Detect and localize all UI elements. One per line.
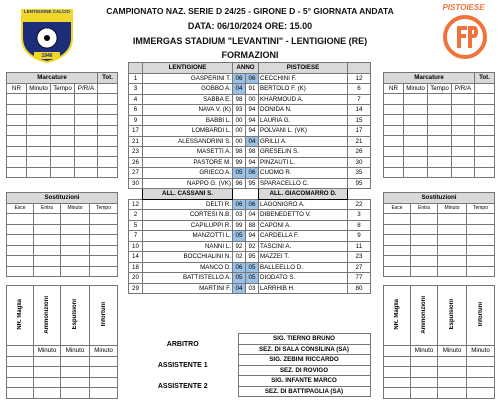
player-row bbox=[129, 84, 371, 95]
away-player-name: CAPONI A. bbox=[259, 220, 348, 231]
blank-row[interactable] bbox=[384, 146, 495, 157]
official-role: ASSISTENTE 2 bbox=[157, 382, 208, 390]
away-birth-year: 05 bbox=[246, 262, 259, 273]
away-birth-year: 91 bbox=[246, 84, 259, 95]
away-player-name: POLVANI L. (VK) bbox=[259, 126, 348, 137]
official-section: SEZ. DI BATTIPAGLIA (SA) bbox=[238, 386, 370, 397]
blank-row[interactable] bbox=[384, 214, 495, 225]
away-player-name: GRILLI A. bbox=[259, 136, 348, 147]
home-player-name: GRIECO A. bbox=[143, 168, 233, 179]
away-player-name: PINZAUTI L. bbox=[259, 157, 348, 168]
home-player-name: GASPERINI T. bbox=[143, 73, 233, 84]
home-player-name: MANCO D. bbox=[143, 262, 233, 273]
away-scoring-cols: NR Minuto Tempo P/R/A bbox=[384, 83, 495, 94]
away-birth-year: 94 bbox=[246, 157, 259, 168]
away-shirt-number: 27 bbox=[348, 262, 371, 273]
official-section: SEZ. DI ROVIGO bbox=[238, 365, 370, 376]
away-player-name: KHARMOUD A. bbox=[259, 94, 348, 105]
home-player-name: MARTINI F. bbox=[143, 283, 233, 294]
official-role: ASSISTENTE 1 bbox=[157, 361, 208, 369]
away-subs-cols: Esce Entra Minuto Tempo bbox=[384, 203, 495, 214]
away-subs-header: Sostituzioni bbox=[384, 193, 495, 204]
away-shirt-number: 26 bbox=[348, 147, 371, 158]
blank-row[interactable] bbox=[7, 136, 118, 147]
home-shirt-number: 14 bbox=[129, 252, 143, 263]
official-name: SIG. INFANTE MARCO bbox=[238, 376, 370, 387]
away-tot-header: Tot. bbox=[475, 73, 495, 84]
blank-row[interactable] bbox=[7, 266, 118, 277]
away-birth-year: 88 bbox=[246, 220, 259, 231]
away-birth-year: 94 bbox=[246, 231, 259, 242]
away-shirt-number: 8 bbox=[348, 220, 371, 231]
away-birth-year: 95 bbox=[246, 178, 259, 189]
scoring-cols: NR Minuto Tempo P/R/A bbox=[7, 83, 118, 94]
home-birth-year: 05 bbox=[233, 273, 246, 284]
player-row bbox=[129, 126, 371, 137]
home-player-name: BABBI L. bbox=[143, 115, 233, 126]
blank-row[interactable] bbox=[7, 214, 118, 225]
away-team-name: PISTOIESE bbox=[259, 63, 348, 74]
away-player-name: TASCINI A. bbox=[259, 241, 348, 252]
home-logo-text: LENTIGIONE CALCIO bbox=[24, 9, 70, 14]
away-birth-year: 94 bbox=[246, 105, 259, 116]
blank-row[interactable] bbox=[384, 157, 495, 168]
home-coach: ALL. CASSANI S. bbox=[143, 189, 233, 200]
away-player-name: CARDELLA F. bbox=[259, 231, 348, 242]
player-row bbox=[129, 283, 371, 294]
home-shirt-number: 21 bbox=[129, 136, 143, 147]
home-shirt-number: 4 bbox=[129, 94, 143, 105]
home-birth-year: 93 bbox=[233, 105, 246, 116]
away-birth-year: 06 bbox=[246, 73, 259, 84]
player-row bbox=[129, 231, 371, 242]
player-row bbox=[129, 105, 371, 116]
official-row bbox=[128, 376, 370, 387]
home-birth-year: 92 bbox=[233, 241, 246, 252]
away-birth-year: 92 bbox=[246, 241, 259, 252]
away-shirt-number: 35 bbox=[348, 168, 371, 179]
blank-row[interactable] bbox=[384, 367, 495, 378]
home-logo-year: 1946 bbox=[41, 53, 53, 59]
home-player-name: CAPILUPPI R. bbox=[143, 220, 233, 231]
home-birth-year: 00 bbox=[233, 136, 246, 147]
home-player-name: LOMBARDI L. bbox=[143, 126, 233, 137]
away-birth-year: 06 bbox=[246, 168, 259, 179]
blank-row[interactable] bbox=[384, 125, 495, 136]
official-role: ARBITRO bbox=[166, 340, 199, 348]
official-name: SIG. ZEBINI RICCARDO bbox=[238, 355, 370, 366]
home-team-name: LENTIGIONE bbox=[143, 63, 233, 74]
away-player-name: MAZZEI T. bbox=[259, 252, 348, 263]
home-shirt-number: 2 bbox=[129, 210, 143, 221]
home-birth-year: 98 bbox=[233, 147, 246, 158]
home-player-name: NAVA V. (K) bbox=[143, 105, 233, 116]
home-player-name: BOCCHIALINI N. bbox=[143, 252, 233, 263]
away-birth-year: 00 bbox=[246, 94, 259, 105]
home-shirt-number: 23 bbox=[129, 147, 143, 158]
away-shirt-number: 9 bbox=[348, 231, 371, 242]
home-shirt-number: 3 bbox=[129, 84, 143, 95]
home-subs-header: Sostituzioni bbox=[7, 193, 118, 204]
blank-row[interactable] bbox=[7, 256, 118, 267]
away-shirt-number: 15 bbox=[348, 115, 371, 126]
blank-row[interactable] bbox=[384, 266, 495, 277]
blank-row[interactable] bbox=[7, 104, 118, 115]
stadium: IMMERGAS STADIUM "LEVANTINI" - LENTIGIONE (RE) bbox=[132, 36, 368, 46]
home-birth-year: 99 bbox=[233, 157, 246, 168]
away-shirt-number: 12 bbox=[348, 73, 371, 84]
away-player-name: DIBENEDETTO V. bbox=[259, 210, 348, 221]
home-shirt-number: 1 bbox=[129, 73, 143, 84]
home-subs-panel bbox=[6, 192, 118, 277]
blank-row[interactable] bbox=[384, 388, 495, 399]
home-shirt-number: 30 bbox=[129, 178, 143, 189]
home-shirt-number: 12 bbox=[129, 199, 143, 210]
blank-row[interactable] bbox=[7, 235, 118, 246]
official-row bbox=[128, 334, 370, 345]
away-player-name: LAURIA G. bbox=[259, 115, 348, 126]
player-row bbox=[129, 252, 371, 263]
tot-header: Tot. bbox=[98, 73, 118, 84]
blank-row[interactable] bbox=[7, 245, 118, 256]
player-row bbox=[129, 94, 371, 105]
blank-row[interactable] bbox=[7, 115, 118, 126]
home-player-name: MANZOTTI L. bbox=[143, 231, 233, 242]
match-date-time: DATA: 06/10/2024 ORE: 15.00 bbox=[187, 21, 313, 31]
blank-row[interactable] bbox=[7, 94, 118, 105]
player-row bbox=[129, 168, 371, 179]
away-player-name: LAGONIGRO A. bbox=[259, 199, 348, 210]
away-shirt-number: 95 bbox=[348, 178, 371, 189]
away-shirt-number: 30 bbox=[348, 157, 371, 168]
blank-row[interactable] bbox=[384, 224, 495, 235]
home-birth-year: 06 bbox=[233, 73, 246, 84]
away-birth-year: 04 bbox=[246, 210, 259, 221]
away-shirt-number: 17 bbox=[348, 126, 371, 137]
away-discipline-panel: NR. Maglia Ammonizioni Espulsioni Infortuni Minuto Minuto Minuto bbox=[383, 285, 495, 399]
away-shirt-number: 23 bbox=[348, 252, 371, 263]
away-shirt-number: 11 bbox=[348, 241, 371, 252]
away-birth-year: 03 bbox=[246, 283, 259, 294]
official-name: SIG. TIERNO BRUNO bbox=[238, 334, 370, 345]
player-row bbox=[129, 210, 371, 221]
player-row bbox=[129, 199, 371, 210]
away-player-name: BALLEELLO D. bbox=[259, 262, 348, 273]
away-shirt-number: 14 bbox=[348, 105, 371, 116]
blank-row[interactable] bbox=[7, 367, 118, 378]
starters bbox=[129, 73, 371, 189]
away-shirt-number: 21 bbox=[348, 136, 371, 147]
home-shirt-number: 29 bbox=[129, 283, 143, 294]
away-shirt-number: 6 bbox=[348, 84, 371, 95]
official-section: SEZ. DI SALA CONSILINA (SA) bbox=[238, 344, 370, 355]
blank-row[interactable] bbox=[384, 245, 495, 256]
anno-header: ANNO bbox=[233, 63, 259, 74]
home-shirt-number: 9 bbox=[129, 115, 143, 126]
player-row bbox=[129, 115, 371, 126]
home-player-name: SABBA E. bbox=[143, 94, 233, 105]
away-player-name: CUOMO R. bbox=[259, 168, 348, 179]
blank-row[interactable] bbox=[7, 125, 118, 136]
home-player-name: MASETTI A. bbox=[143, 147, 233, 158]
blank-row[interactable] bbox=[7, 146, 118, 157]
blank-row[interactable] bbox=[7, 388, 118, 399]
player-row bbox=[129, 157, 371, 168]
away-birth-year: 94 bbox=[246, 126, 259, 137]
player-row bbox=[129, 220, 371, 231]
officials-panel bbox=[128, 333, 371, 397]
home-birth-year: 04 bbox=[233, 84, 246, 95]
scoring-header: Marcature bbox=[7, 73, 98, 84]
home-shirt-number: 6 bbox=[129, 105, 143, 116]
blank-row[interactable] bbox=[7, 224, 118, 235]
blank-row[interactable] bbox=[7, 167, 118, 178]
away-minute-cols: Minuto Minuto Minuto bbox=[384, 346, 495, 357]
away-shirt-number: 7 bbox=[348, 94, 371, 105]
home-player-name: CORTESI N.B. bbox=[143, 210, 233, 221]
home-player-name: GOBBO A. bbox=[143, 84, 233, 95]
home-player-name: ALESSANDRINI S. bbox=[143, 136, 233, 147]
home-player-name: PASTORE M. bbox=[143, 157, 233, 168]
home-birth-year: 05 bbox=[233, 168, 246, 179]
home-shirt-number: 27 bbox=[129, 168, 143, 179]
formations-title: FORMAZIONI bbox=[221, 50, 279, 60]
away-scoring-panel bbox=[383, 72, 495, 178]
blank-row[interactable] bbox=[384, 136, 495, 147]
blank-row[interactable] bbox=[384, 235, 495, 246]
away-shirt-number: 80 bbox=[348, 283, 371, 294]
away-coach: ALL. GIACOMARRO D. bbox=[259, 189, 348, 200]
home-player-name: NAPPO G. (VK) bbox=[143, 178, 233, 189]
home-minute-cols: Minuto Minuto Minuto bbox=[7, 346, 118, 357]
blank-row[interactable] bbox=[384, 377, 495, 388]
player-row bbox=[129, 273, 371, 284]
home-shirt-number: 17 bbox=[129, 126, 143, 137]
away-player-name: SPARACELLO C. bbox=[259, 178, 348, 189]
home-shirt-number: 7 bbox=[129, 231, 143, 242]
official-row bbox=[128, 355, 370, 366]
home-birth-year: 99 bbox=[233, 220, 246, 231]
away-logo-text: PISTOIESE bbox=[442, 3, 485, 12]
home-shirt-number: 18 bbox=[129, 262, 143, 273]
blank-row[interactable] bbox=[384, 356, 495, 367]
home-birth-year: 03 bbox=[233, 210, 246, 221]
away-birth-year: 04 bbox=[246, 136, 259, 147]
home-birth-year: 06 bbox=[233, 262, 246, 273]
home-shirt-number: 5 bbox=[129, 220, 143, 231]
home-player-name: NANNI L. bbox=[143, 241, 233, 252]
blank-row[interactable] bbox=[7, 377, 118, 388]
away-subs-panel bbox=[383, 192, 495, 277]
home-birth-year: 06 bbox=[233, 199, 246, 210]
away-shirt-number: 3 bbox=[348, 210, 371, 221]
away-birth-year: 05 bbox=[246, 273, 259, 284]
player-row bbox=[129, 262, 371, 273]
away-birth-year: 95 bbox=[246, 252, 259, 263]
home-birth-year: 04 bbox=[233, 283, 246, 294]
blank-row[interactable] bbox=[384, 256, 495, 267]
away-player-name: LARRHIB H. bbox=[259, 283, 348, 294]
home-discipline-panel: NR. Maglia Ammonizioni Espulsioni Infortuni Minuto Minuto Minuto bbox=[6, 285, 118, 399]
away-birth-year: 98 bbox=[246, 147, 259, 158]
blank-row[interactable] bbox=[384, 94, 495, 105]
home-shirt-number: 26 bbox=[129, 157, 143, 168]
player-row bbox=[129, 147, 371, 158]
home-birth-year: 02 bbox=[233, 252, 246, 263]
home-birth-year: 05 bbox=[233, 231, 246, 242]
away-player-name: GRESELIN S. bbox=[259, 147, 348, 158]
away-player-name: CECCHINI F. bbox=[259, 73, 348, 84]
home-shirt-number: 10 bbox=[129, 241, 143, 252]
championship-title: CAMPIONATO NAZ. SERIE D 24/25 - GIRONE D - 5° GIORNATA ANDATA bbox=[106, 6, 394, 16]
home-scoring-panel bbox=[6, 72, 118, 178]
home-birth-year: 96 bbox=[233, 178, 246, 189]
home-birth-year: 98 bbox=[233, 94, 246, 105]
away-player-name: BERTOLO F. (K) bbox=[259, 84, 348, 95]
blank-row[interactable] bbox=[384, 115, 495, 126]
away-player-name: DIODATO S. bbox=[259, 273, 348, 284]
player-row bbox=[129, 136, 371, 147]
blank-row[interactable] bbox=[7, 356, 118, 367]
blank-row[interactable] bbox=[7, 157, 118, 168]
away-player-name: DONIDA N. bbox=[259, 105, 348, 116]
home-player-name: DELTI R. bbox=[143, 199, 233, 210]
player-row bbox=[129, 241, 371, 252]
blank-row[interactable] bbox=[384, 104, 495, 115]
home-player-name: BATTISTELLO A. bbox=[143, 273, 233, 284]
lineup-table bbox=[128, 62, 371, 294]
player-row bbox=[129, 73, 371, 84]
away-shirt-number: 77 bbox=[348, 273, 371, 284]
away-scoring-header: Marcature bbox=[384, 73, 475, 84]
away-team-logo bbox=[443, 14, 487, 60]
away-shirt-number: 22 bbox=[348, 199, 371, 210]
substitutes bbox=[129, 199, 371, 294]
blank-row[interactable] bbox=[384, 167, 495, 178]
away-birth-year: 94 bbox=[246, 115, 259, 126]
home-shirt-number: 20 bbox=[129, 273, 143, 284]
home-birth-year: 00 bbox=[233, 115, 246, 126]
player-row bbox=[129, 178, 371, 189]
home-subs-cols: Esce Entra Minuto Tempo bbox=[7, 203, 118, 214]
home-birth-year: 00 bbox=[233, 126, 246, 137]
away-birth-year: 06 bbox=[246, 199, 259, 210]
